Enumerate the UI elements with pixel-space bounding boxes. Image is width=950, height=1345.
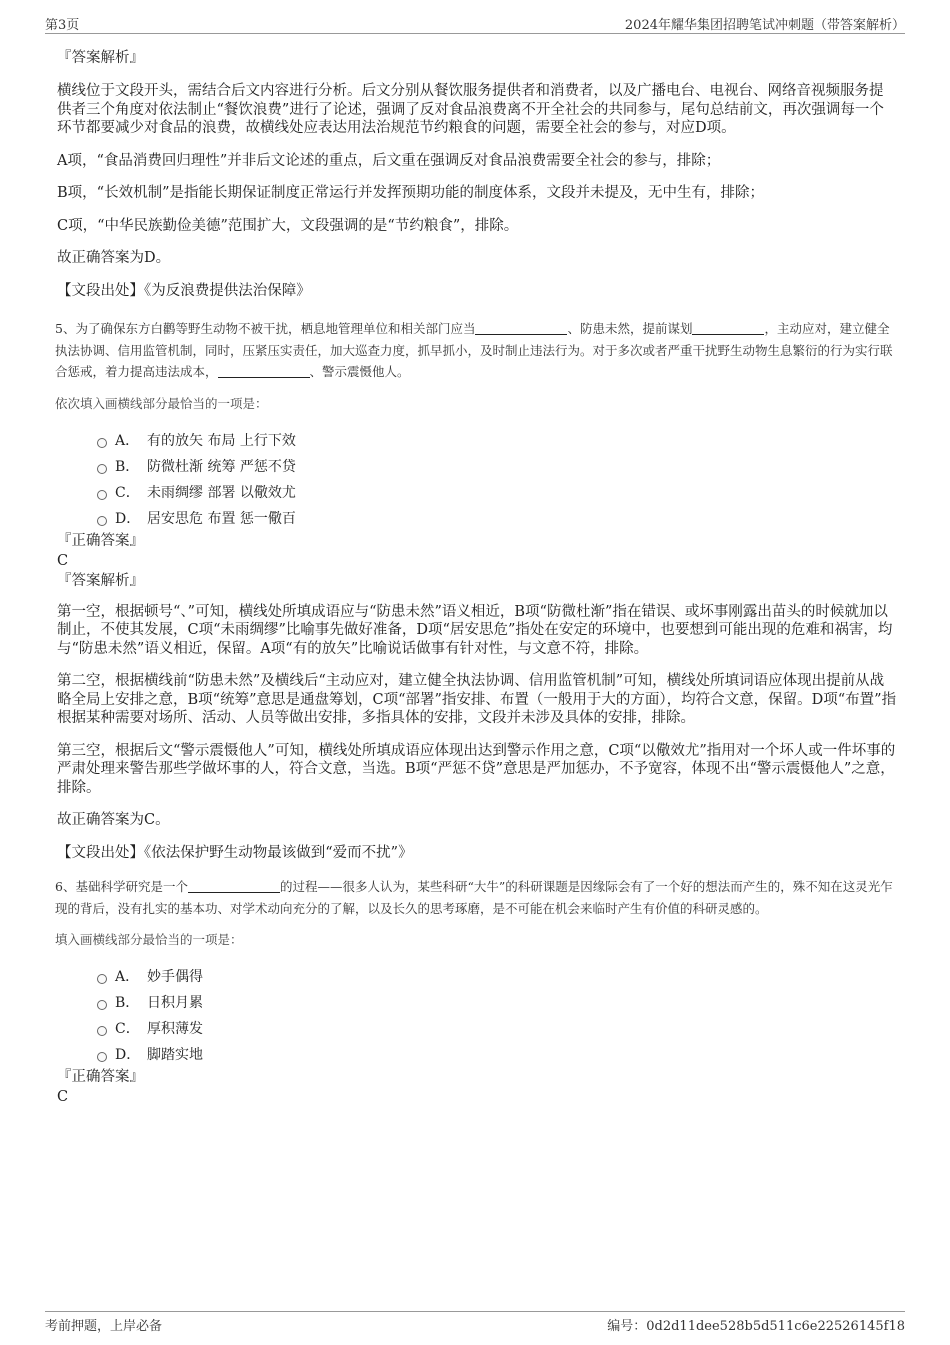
footer-slogan: 考前押题，上岸必备 bbox=[45, 1319, 163, 1334]
q6-stem-text: 的过程——很多人认为，某些科研“大牛”的科研课题是因缘际会有了一个好的想法而产生的，殊不知在这灵光乍现的背后，没有扎实的基本功、对学术动向充分的了解，以及长久的思考琢磨，是不可能在机会来临时产生有价值的科研灵感的。 bbox=[55, 879, 893, 916]
q4-source: 【文段出处】《为反浪费提供法治保障》 bbox=[57, 282, 311, 299]
option-text: 日积月累 bbox=[147, 995, 203, 1011]
q6-options bbox=[97, 963, 897, 1067]
option-text: 妙手偶得 bbox=[147, 969, 203, 985]
q5-stem-text: 5、为了确保东方白鹳等野生动物不被干扰，栖息地管理单位和相关部门应当 bbox=[55, 321, 476, 336]
q5-option-b[interactable] bbox=[97, 453, 897, 479]
q5-option-d[interactable] bbox=[97, 505, 897, 531]
option-text: 未雨绸缪 部署 以儆效尤 bbox=[147, 484, 296, 501]
document-code: 编号：0d2d11dee528b5d511c6e22526145f18 bbox=[607, 1319, 905, 1334]
radio-icon[interactable] bbox=[97, 1000, 107, 1010]
option-text: 有的放矢 布局 上行下效 bbox=[147, 432, 296, 449]
q5-blank-1 bbox=[475, 321, 567, 335]
option-letter: D． bbox=[115, 1047, 141, 1063]
q4-analysis-paragraph: A项，“食品消费回归理性”并非后文论述的重点，后文重在强调反对食品浪费需要全社会的参与，排除； bbox=[57, 152, 721, 169]
q4-analysis-paragraph: B项，“长效机制”是指能长期保证制度正常运行并发挥预期功能的制度体系，文段并未提及，无中生有，排除； bbox=[57, 185, 764, 201]
q5-analysis-paragraph: 第二空，根据横线前“防患未然”及横线后“主动应对，建立健全执法协调、信用监管机制”可知，横线处所填词语应体现出提前从战略全局上安排之意，B项“统筹”意思是通盘筹划，C项“部署”指安排、布置（一般用于大的方面），均符合文意，保留。D项“布置”指根据某种需要对场所、活动、人员等做出安排，多指具体的安排，文段并未涉及具体的安排，排除。 bbox=[57, 673, 897, 726]
q5-blank-3 bbox=[218, 364, 310, 378]
q5-option-c[interactable] bbox=[97, 479, 897, 505]
radio-icon[interactable] bbox=[97, 1052, 107, 1062]
option-text: 居安思危 布置 惩一儆百 bbox=[147, 510, 296, 527]
q5-analysis-paragraph: 第三空，根据后文“警示震慑他人”可知，横线处所填成语应体现出达到警示作用之意，C项“以儆效尤”指用对一个坏人或一件坏事的严肃处理来警告那些学做坏事的人，符合文意，当选。B项“严惩不贷”意思是严加惩办，不予宽容，体现不出“警示震慑他人”之意，排除。 bbox=[57, 742, 896, 796]
q4-analysis-label: 『答案解析』 bbox=[57, 50, 144, 66]
document-title: 2024年耀华集团招聘笔试冲刺题（带答案解析） bbox=[624, 18, 905, 33]
q6-answer-label: 『正确答案』 bbox=[57, 1069, 144, 1085]
option-text: 防微杜渐 统筹 严惩不贷 bbox=[147, 458, 296, 475]
option-text: 脚踏实地 bbox=[147, 1047, 203, 1063]
page-footer bbox=[45, 1311, 905, 1334]
q6-option-a[interactable] bbox=[97, 963, 897, 989]
q5-conclusion: 故正确答案为C。 bbox=[57, 812, 170, 828]
radio-icon[interactable] bbox=[97, 1026, 107, 1036]
radio-icon[interactable] bbox=[97, 490, 107, 500]
page-content bbox=[57, 48, 897, 1107]
q5-stem-text: ，主动应对，建立健全执法协调、信用监管机制，同时，压紧压实责任，加大巡查力度，抓早抓小，及时制止违法行为。对于多次或者严重干扰野生动物生息繁衍的行为实行联合惩戒，着力提高违法成本， bbox=[55, 321, 893, 379]
q5-prompt: 依次填入画横线部分最恰当的一项是： bbox=[55, 395, 268, 411]
q6-stem-text: 6、基础科学研究是一个 bbox=[55, 879, 188, 894]
q5-source: 【文段出处】《依法保护野生动物最该做到“爱而不扰”》 bbox=[57, 844, 413, 861]
q5-answer: C bbox=[57, 552, 69, 569]
q5-stem-text: 、警示震慑他人。 bbox=[309, 364, 410, 379]
q6-prompt: 填入画横线部分最恰当的一项是： bbox=[55, 932, 243, 947]
q5-stem bbox=[55, 318, 897, 383]
radio-icon[interactable] bbox=[97, 438, 107, 448]
radio-icon[interactable] bbox=[97, 516, 107, 526]
q6-blank-1 bbox=[188, 879, 280, 893]
q5-analysis-paragraph: 第一空，根据顿号“、”可知，横线处所填成语应与“防患未然”语义相近，B项“防微杜渐”指在错误、或坏事刚露出苗头的时候就加以制止，不使其发展，C项“未雨绸缪”比喻事先做好准备，D项“居安思危”指处在安定的环境中，也要想到可能出现的危难和祸害，均与“防患未然”语义相近，保留。A项“有的放矢”比喻说话做事有针对性，与文意不符，排除。 bbox=[57, 603, 893, 657]
radio-icon[interactable] bbox=[97, 974, 107, 984]
radio-icon[interactable] bbox=[97, 464, 107, 474]
option-letter: C． bbox=[115, 484, 140, 501]
option-letter: B． bbox=[115, 995, 140, 1011]
page-number: 第3页 bbox=[45, 18, 80, 33]
q6-option-d[interactable] bbox=[97, 1041, 897, 1067]
option-letter: C． bbox=[115, 1021, 140, 1037]
q5-blank-2 bbox=[692, 321, 764, 335]
q5-option-a[interactable] bbox=[97, 427, 897, 453]
q6-option-b[interactable] bbox=[97, 989, 897, 1015]
option-letter: D． bbox=[115, 510, 141, 527]
q5-answer-label: 『正确答案』 bbox=[57, 532, 144, 549]
q5-stem-text: 、防患未然，提前谋划 bbox=[567, 321, 693, 336]
q4-conclusion: 故正确答案为D。 bbox=[57, 250, 171, 266]
q6-stem bbox=[55, 876, 897, 919]
option-letter: B． bbox=[115, 458, 140, 475]
option-letter: A． bbox=[115, 432, 140, 449]
page-header bbox=[45, 14, 905, 34]
q4-analysis-paragraph: 横线位于文段开头，需结合后文内容进行分析。后文分别从餐饮服务提供者和消费者，以及广播电台、电视台、网络音视频服务提供者三个角度对依法制止“餐饮浪费”进行了论述，强调了反对食品浪费离不开全社会的共同参与，尾句总结前文，再次强调每一个环节都要减少对食品的浪费，故横线处应表达用法治规范节约粮食的问题，需要全社会的参与，对应D项。 bbox=[57, 83, 884, 136]
option-letter: A． bbox=[115, 969, 140, 985]
q6-answer: C bbox=[57, 1089, 69, 1105]
q4-analysis-paragraph: C项，“中华民族勤俭美德”范围扩大，文段强调的是“节约粮食”，排除。 bbox=[57, 217, 519, 234]
option-text: 厚积薄发 bbox=[147, 1021, 203, 1037]
q6-option-c[interactable] bbox=[97, 1015, 897, 1041]
q5-options bbox=[97, 427, 897, 531]
q5-analysis-label: 『答案解析』 bbox=[57, 572, 144, 589]
